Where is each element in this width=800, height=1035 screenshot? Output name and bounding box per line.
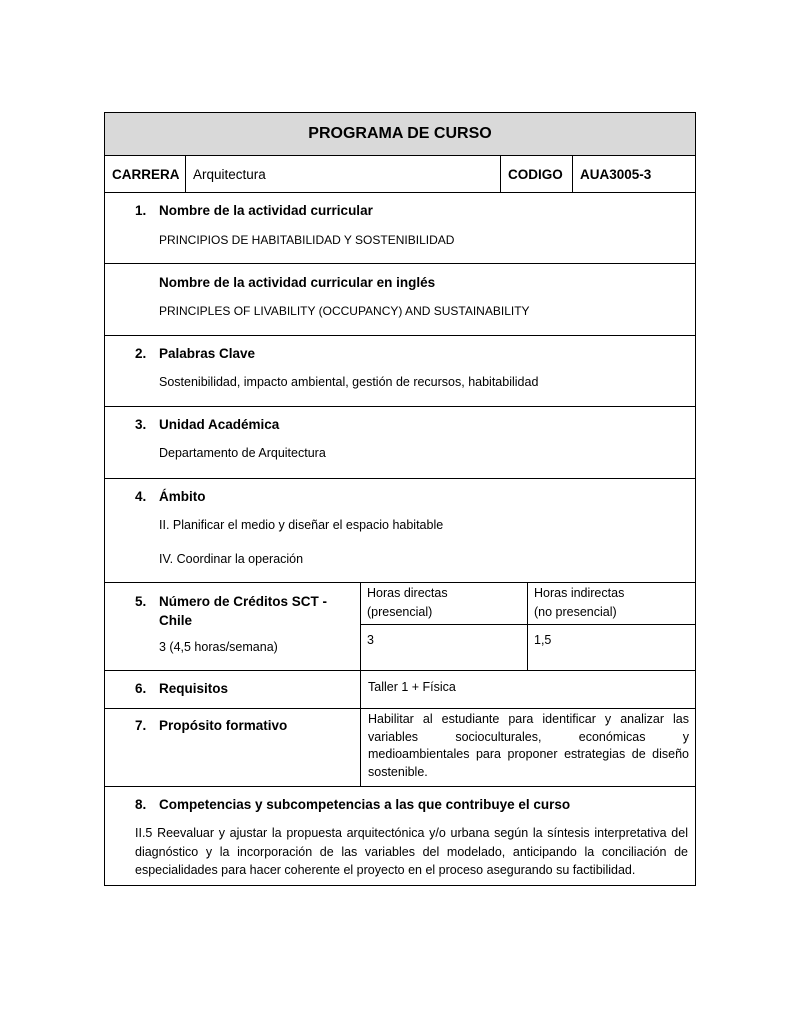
career-label: CARRERA: [105, 156, 186, 192]
section-7-right: [361, 709, 695, 786]
section-1-title: Nombre de la actividad curricular: [159, 203, 373, 218]
section-8-value: II.5 Reevaluar y ajustar la propuesta arquitectónica y/o urbana según la síntesis interpretativa del diagnóstico y la incorporación de las variables del modelado, anticipando la conciliación de especialidades para hacer coherente el proyecto en el proceso asegurando su factibilidad.: [135, 826, 688, 877]
title-row: [105, 113, 695, 155]
section-1b-value: PRINCIPLES OF LIVABILITY (OCCUPANCY) AND SUSTAINABILITY: [159, 304, 530, 318]
section-5-title-line-2: Chile: [159, 613, 193, 628]
section-1: [105, 192, 695, 263]
section-2-value: Sostenibilidad, impacto ambiental, gestión de recursos, habitabilidad: [159, 375, 539, 389]
section-2-title: Palabras Clave: [159, 346, 256, 361]
section-1b: [105, 263, 695, 335]
section-5-title-line-1: Número de Créditos SCT -: [159, 594, 328, 609]
section-6: [105, 670, 695, 708]
section-5-value: 3 (4,5 horas/semana): [159, 640, 278, 654]
hours-values: [361, 625, 695, 671]
section-2-number: 2.: [135, 346, 147, 361]
section-6-value: Taller 1 + Física: [368, 680, 456, 694]
indirect-hours-label-1: Horas indirectas: [534, 586, 625, 600]
section-7: [105, 708, 695, 786]
code-value: AUA3005-3: [580, 166, 652, 182]
page-title: PROGRAMA DE CURSO: [308, 125, 492, 142]
indirect-hours-value: 1,5: [534, 633, 552, 647]
code-label: CODIGO: [501, 156, 573, 192]
section-6-title: Requisitos: [159, 681, 229, 696]
direct-hours-label-2: (presencial): [367, 605, 433, 619]
section-1-value: PRINCIPIOS DE HABITABILIDAD Y SOSTENIBILIDAD: [159, 233, 455, 247]
indirect-hours-header: [528, 583, 695, 624]
section-3-title: Unidad Académica: [159, 417, 280, 432]
direct-hours-label-1: Horas directas: [367, 586, 448, 600]
section-6-right: [361, 671, 695, 708]
section-4-line-2: IV. Coordinar la operación: [159, 552, 304, 566]
section-4-title: Ámbito: [159, 489, 206, 504]
section-3-number: 3.: [135, 417, 147, 432]
section-1-number: 1.: [135, 203, 147, 218]
section-5: [105, 582, 695, 670]
section-8-number: 8.: [135, 797, 147, 812]
section-5-left: [105, 583, 361, 670]
section-4: [105, 478, 695, 582]
career-value: Arquitectura: [186, 156, 501, 192]
section-3-value: Departamento de Arquitectura: [159, 446, 326, 460]
course-program-table: [104, 112, 696, 886]
direct-hours-value: 3: [361, 625, 528, 671]
section-1b-title: Nombre de la actividad curricular en inglés: [159, 275, 436, 290]
section-8: [105, 786, 695, 885]
section-7-title: Propósito formativo: [159, 718, 288, 733]
section-6-number: 6.: [135, 681, 147, 696]
hours-header: [361, 583, 695, 625]
section-3: [105, 406, 695, 478]
section-5-number: 5.: [135, 594, 147, 609]
section-6-left: [105, 671, 361, 708]
section-4-number: 4.: [135, 489, 147, 504]
section-7-number: 7.: [135, 718, 147, 733]
section-2: [105, 335, 695, 406]
section-8-title: Competencias y subcompetencias a las que contribuye el curso: [159, 797, 571, 812]
career-row: [105, 155, 695, 192]
section-7-value: Habilitar al estudiante para identificar y analizar las variables socioculturales, económicas y medioambientales para proponer estrategias de diseño sostenible.: [368, 712, 689, 779]
section-5-right: [361, 583, 695, 670]
section-4-line-1: II. Planificar el medio y diseñar el espacio habitable: [159, 518, 444, 532]
indirect-hours-label-2: (no presencial): [534, 605, 617, 619]
direct-hours-header: [361, 583, 528, 624]
section-7-left: [105, 709, 361, 786]
